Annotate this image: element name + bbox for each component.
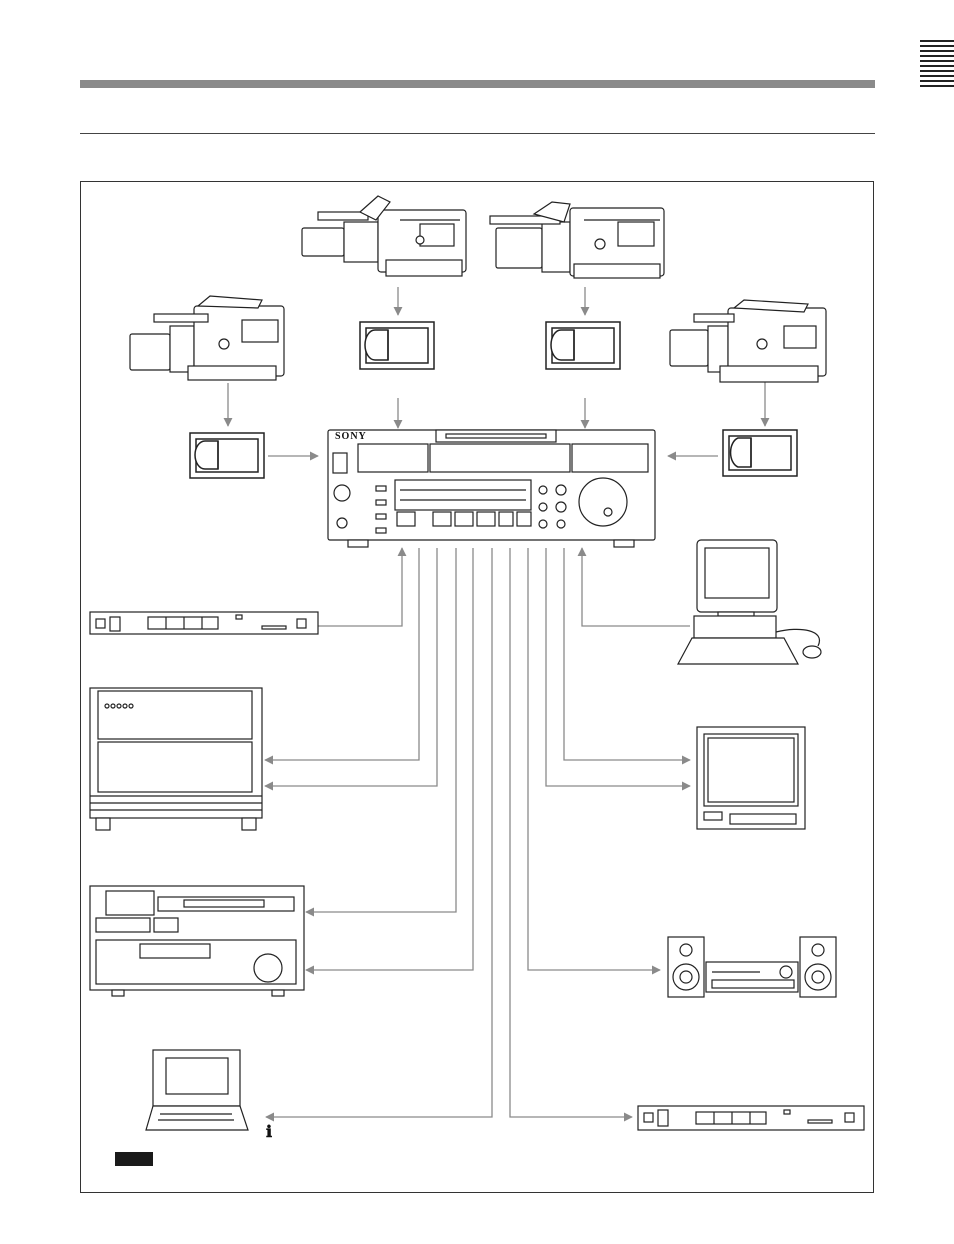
info-icon: ℹ	[266, 1124, 273, 1141]
cassette-icon	[190, 433, 264, 478]
cassette-icon	[723, 430, 797, 476]
vtr-icon	[328, 430, 655, 547]
editing-vtr-icon	[90, 886, 304, 996]
switcher-rack-icon	[90, 688, 262, 830]
video-monitor-icon	[697, 727, 805, 829]
camcorder-icon	[302, 196, 466, 276]
camcorder-icon	[670, 300, 826, 382]
rack-unit-icon	[638, 1106, 864, 1130]
note-label-icon	[115, 1152, 153, 1166]
camcorder-icon	[130, 296, 284, 380]
workstation-icon	[678, 540, 821, 664]
vtr-brand-label: SONY	[335, 431, 367, 442]
audio-system-icon	[668, 937, 836, 997]
laptop-icon	[146, 1050, 248, 1130]
cassette-icon	[360, 322, 434, 369]
cassette-icon	[546, 322, 620, 369]
camcorder-icon	[490, 202, 664, 278]
editing-controller-icon	[90, 612, 318, 634]
